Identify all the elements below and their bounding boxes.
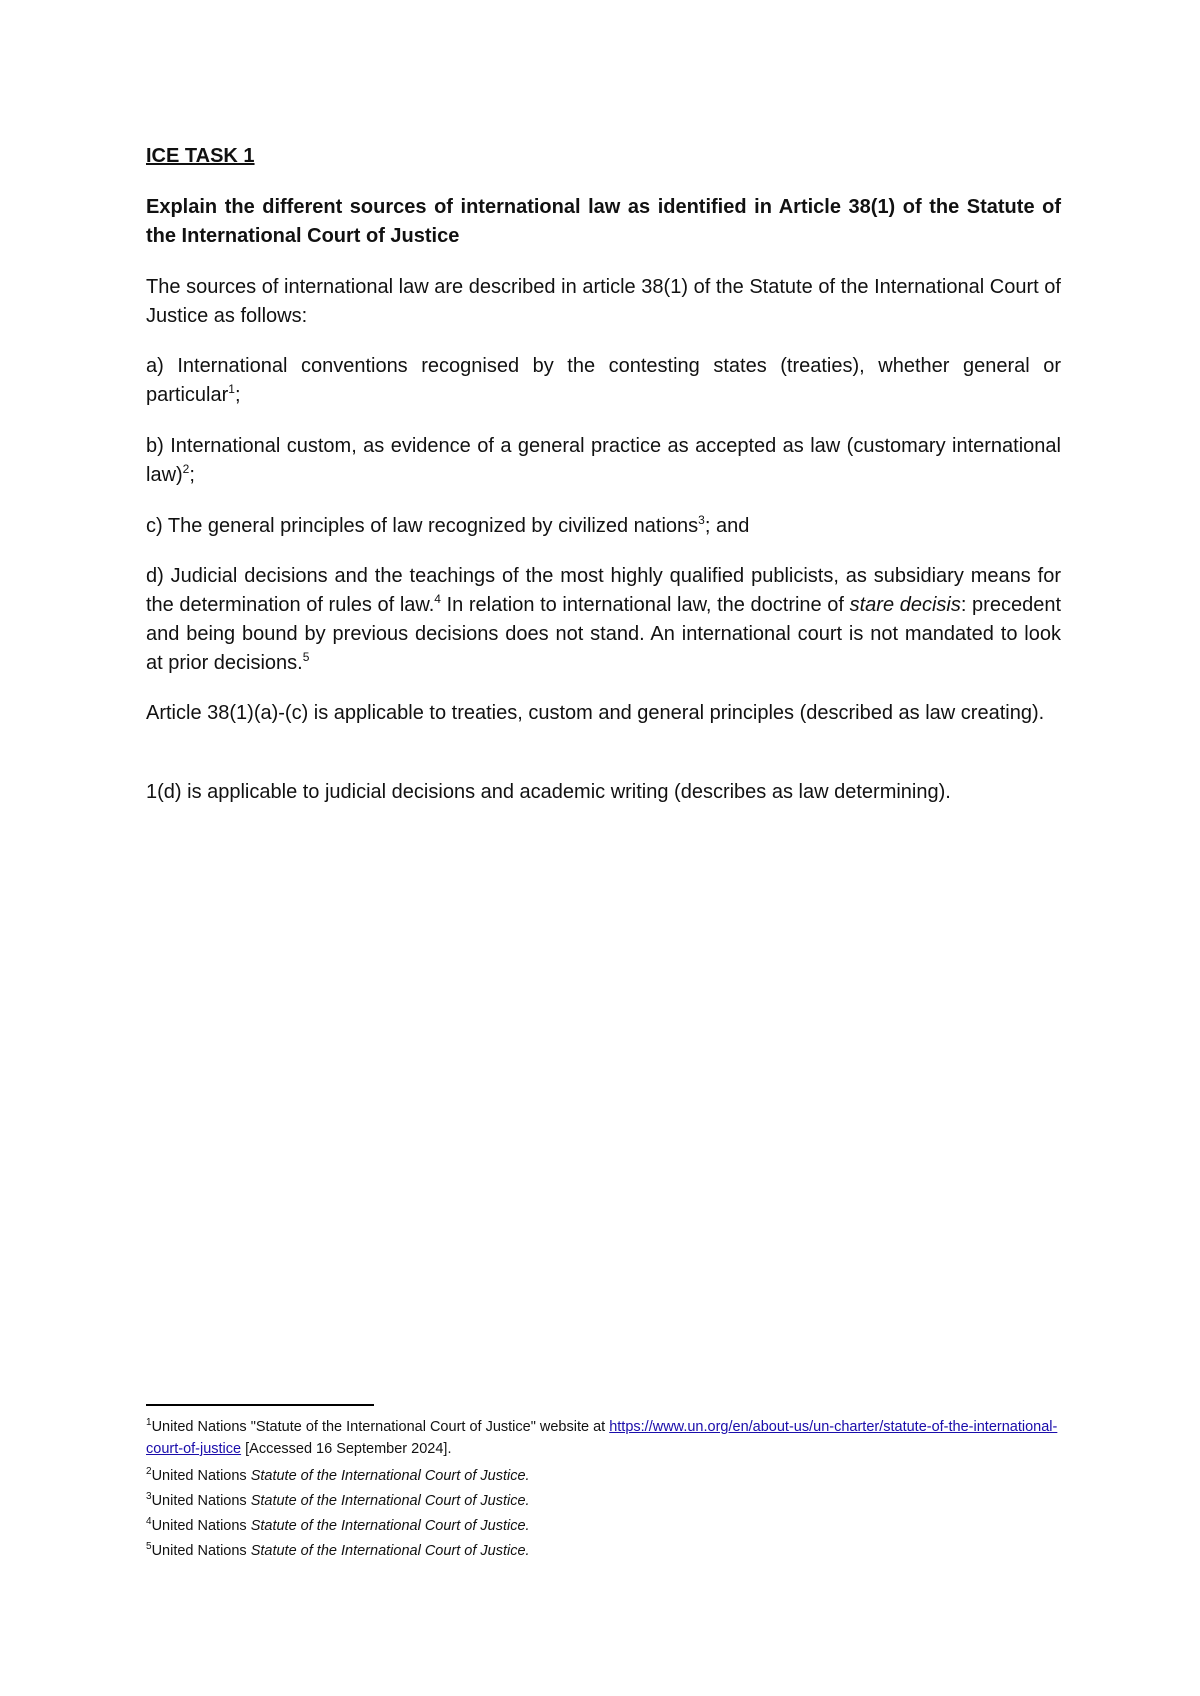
footnote-3-text: United Nations — [151, 1493, 251, 1509]
source-item-b — [146, 432, 1061, 490]
item-d-text-2: In relation to international law, the doctrine of — [440, 594, 850, 616]
footnote-5-number: 5 — [146, 1541, 152, 1552]
footnote-2 — [146, 1465, 1061, 1487]
footnote-3-number: 3 — [146, 1491, 152, 1502]
item-c-text: c) The general principles of law recognized by civilized nations — [146, 515, 699, 537]
footnote-ref-1[interactable]: 1 — [228, 382, 235, 396]
footnote-1-text: United Nations "Statute of the International Court of Justice" website at — [151, 1419, 610, 1435]
question-heading: Explain the different sources of international law as identified in Article 38(1) of the Statute of the International Court of Justice — [146, 196, 1061, 247]
footnote-ref-4[interactable]: 4 — [434, 592, 441, 606]
footnote-ref-5[interactable]: 5 — [302, 650, 310, 664]
footnote-2-number: 2 — [146, 1466, 152, 1477]
footnote-1-link[interactable]: https://www.un.org/en/about-us/un-charter/statute-of-the-international-court-of-justice — [146, 1419, 1058, 1457]
law-determining-paragraph: 1(d) is applicable to judicial decisions and academic writing (describes as law determining). — [146, 781, 951, 803]
footnote-3-title: Statute of the International Court of Justice. — [250, 1493, 530, 1509]
footnote-4-title: Statute of the International Court of Justice. — [250, 1518, 530, 1534]
item-b-text: b) International custom, as evidence of a general practice as accepted as law (customary international law) — [146, 435, 1061, 486]
footnote-5 — [146, 1540, 1061, 1562]
footnote-4 — [146, 1515, 1061, 1537]
footnote-4-number: 4 — [146, 1516, 152, 1527]
footnote-5-text: United Nations — [151, 1543, 251, 1559]
item-b-tail: ; — [189, 464, 195, 486]
intro-paragraph: The sources of international law are described in article 38(1) of the Statute of the International Court of Justice as follows: — [146, 276, 1061, 327]
footnote-5-title: Statute of the International Court of Justice. — [250, 1543, 530, 1559]
footnote-2-text: United Nations — [151, 1468, 251, 1484]
task-title: ICE TASK 1 — [146, 145, 255, 167]
footnote-ref-3[interactable]: 3 — [698, 513, 705, 527]
item-c-tail: ; and — [704, 515, 750, 537]
item-a-tail: ; — [234, 384, 241, 406]
source-item-a — [146, 352, 1061, 410]
article-paragraph: Article 38(1)(a)-(c) is applicable to treaties, custom and general principles (described as law creating). — [146, 702, 1045, 724]
footnote-separator — [146, 1404, 374, 1406]
item-a-text: a) International conventions recognised by the contesting states (treaties), whether general or particular — [146, 355, 1061, 406]
source-item-d — [146, 562, 1061, 678]
footnote-3 — [146, 1490, 1061, 1512]
footnote-1-number: 1 — [146, 1417, 152, 1428]
stare-decisis-term: stare decisis — [849, 594, 961, 616]
footnote-2-title: Statute of the International Court of Justice. — [250, 1468, 530, 1484]
source-item-c — [146, 512, 1061, 541]
footnote-ref-2[interactable]: 2 — [182, 462, 190, 476]
item-d-text-1: d) Judicial decisions and the teachings of the most highly qualified publicists, as subsidiary means for the determination of rules of law. — [146, 565, 1061, 616]
footnote-1-accessed: [Accessed 16 September 2024]. — [241, 1441, 452, 1457]
footnote-1 — [146, 1416, 1061, 1460]
item-d-text-3: : precedent and being bound by previous decisions does not stand. An international court is not mandated to look at prior decisions. — [146, 594, 1061, 674]
footnote-4-text: United Nations — [151, 1518, 251, 1534]
